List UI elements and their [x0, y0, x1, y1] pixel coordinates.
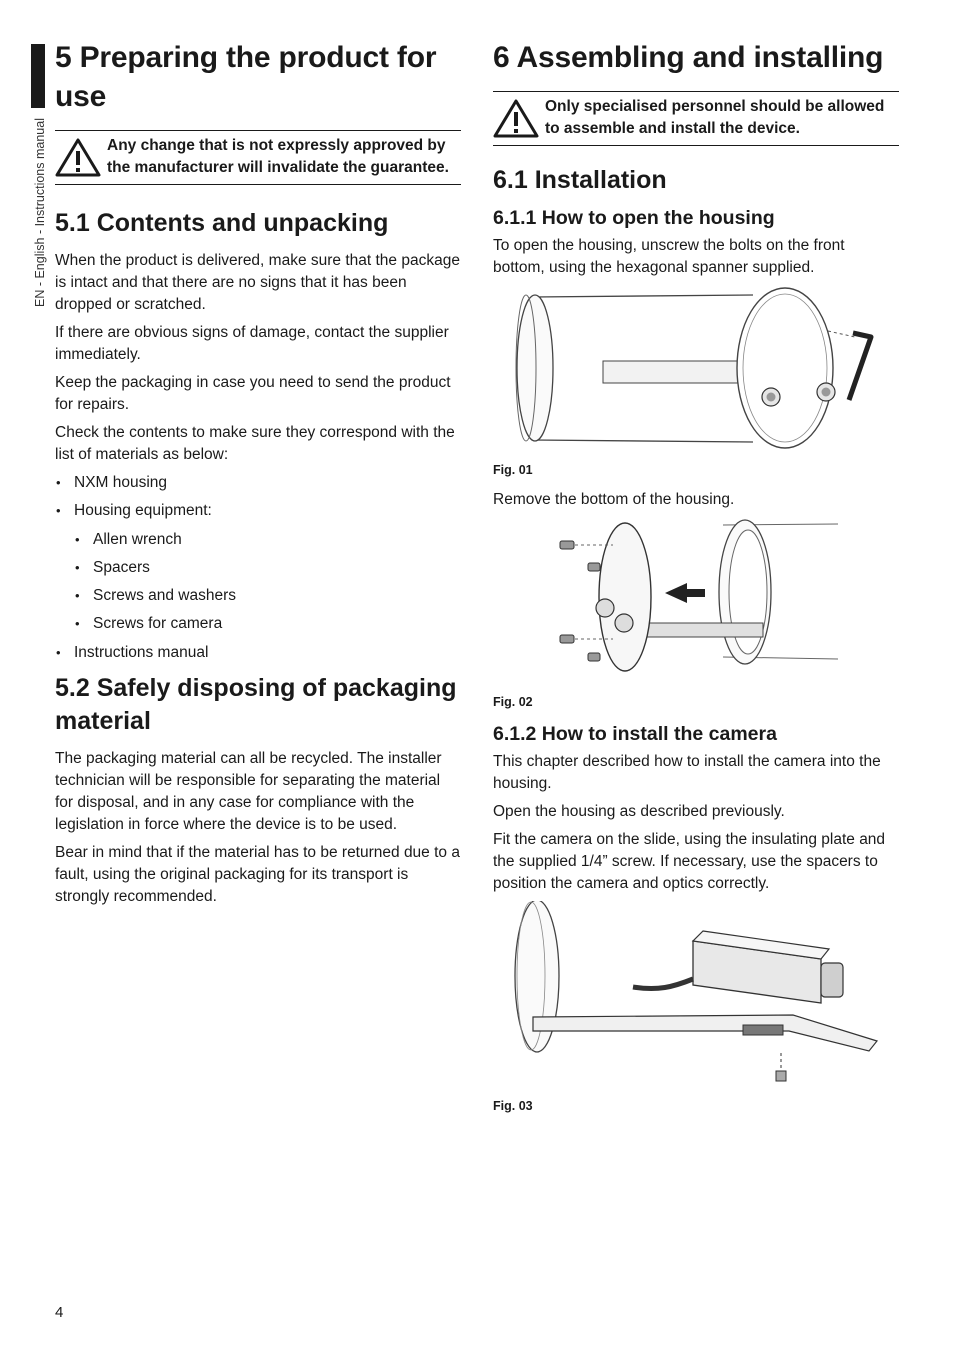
section-5-2-title: 5.2 Safely disposing of packaging material: [55, 673, 457, 735]
list-item: • Housing equipment:: [55, 500, 461, 522]
contents-list: [55, 472, 461, 664]
chapter-5-title: 5 Preparing the product for use: [55, 41, 437, 113]
warning-box-guarantee: [55, 130, 461, 185]
figure-camera-installation: [493, 901, 899, 1093]
left-column: [55, 38, 461, 914]
list-item: • Instructions manual: [55, 642, 461, 664]
paragraph: If there are obvious signs of damage, contact the supplier immediately.: [55, 324, 449, 363]
list-item: • Spacers: [74, 557, 461, 579]
section-6-1-1-title: 6.1.1 How to open the housing: [493, 207, 775, 229]
paragraph: Keep the packaging in case you need to send the product for repairs.: [55, 374, 451, 413]
sidebar-black-bar: [31, 44, 45, 108]
list-item: • Allen wrench: [74, 529, 461, 551]
paragraph: Check the contents to make sure they correspond with the list of materials as below:: [55, 424, 455, 463]
right-column: [493, 38, 899, 1125]
paragraph: Remove the bottom of the housing.: [493, 491, 735, 508]
paragraph: When the product is delivered, make sure that the package is intact and that there are no signs that it has been dropped or scratched.: [55, 252, 460, 313]
warning-triangle-icon: [493, 98, 539, 138]
figure-caption: Fig. 03: [493, 1099, 533, 1113]
warning-triangle-icon: [55, 137, 101, 177]
section-6-1-title: 6.1 Installation: [493, 166, 667, 194]
warning-box-personnel: [493, 91, 899, 146]
chapter-6-title: 6 Assembling and installing: [493, 41, 884, 74]
warning-text: Any change that is not expressly approved by the manufacturer will invalidate the guarantee.: [107, 137, 449, 176]
list-item: • NXM housing: [55, 472, 461, 494]
paragraph: The packaging material can all be recycled. The installer technician will be responsible for separating the material for disposal, and in any case for compliance with the legislation in force where the device is to be used.: [55, 749, 442, 833]
sidebar-manual-label: EN - English - Instructions manual: [33, 118, 47, 307]
figure-caption: Fig. 02: [493, 695, 533, 709]
paragraph: This chapter described how to install the camera into the housing.: [493, 753, 881, 792]
figure-caption: Fig. 01: [493, 463, 533, 477]
warning-text: Only specialised personnel should be allowed to assemble and install the device.: [545, 98, 885, 137]
figure-housing-closed: [493, 285, 899, 457]
list-item: • Screws for camera: [74, 613, 461, 635]
section-6-1-2-title: 6.1.2 How to install the camera: [493, 723, 777, 745]
paragraph: Bear in mind that if the material has to be returned due to a fault, using the original packaging for its transport is strongly recommended.: [55, 843, 460, 905]
list-item: • Screws and washers: [74, 585, 461, 607]
paragraph: Open the housing as described previously.: [493, 803, 785, 820]
paragraph: Fit the camera on the slide, using the insulating plate and the supplied 1/4” screw. If necessary, use the spacers to position the camera and optics correctly.: [493, 831, 886, 892]
page-number: 4: [55, 1304, 64, 1321]
figure-housing-removing-bottom: [493, 517, 899, 689]
section-5-1-title: 5.1 Contents and unpacking: [55, 209, 389, 237]
paragraph: To open the housing, unscrew the bolts on the front bottom, using the hexagonal spanner supplied.: [493, 237, 845, 276]
